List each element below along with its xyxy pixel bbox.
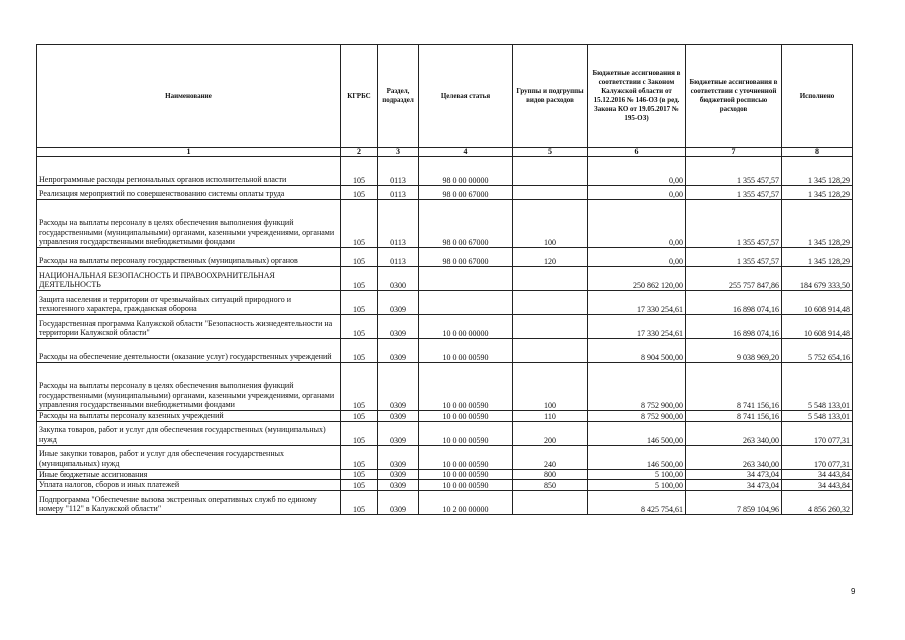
table-row [37,445,853,469]
cell-section: 0309 [378,363,419,411]
cell-executed: 1 345 128,29 [782,248,853,267]
cell-target: 10 0 00 00590 [419,469,513,480]
cell-budget-orig: 8 752 900,00 [588,411,686,422]
col-number: 6 [588,148,686,157]
cell-name: Уплата налогов, сборов и иных платежей [37,480,341,491]
cell-executed: 4 856 260,32 [782,490,853,514]
cell-section: 0309 [378,445,419,469]
cell-name: Расходы на выплаты персоналу казенных учреждений [37,411,341,422]
header-executed: Исполнено [782,45,853,148]
cell-section: 0309 [378,315,419,339]
cell-kgrbs: 105 [341,315,378,339]
cell-name: Защита населения и территории от чрезвычайных ситуаций природного и техногенного характера, гражданская оборона [37,291,341,315]
cell-name: Расходы на выплаты персоналу государственных (муниципальных) органов [37,248,341,267]
cell-executed: 170 077,31 [782,445,853,469]
cell-group: 850 [513,480,588,491]
cell-budget-upd: 16 898 074,16 [686,315,782,339]
cell-budget-upd: 7 859 104,96 [686,490,782,514]
cell-group [513,157,588,186]
cell-target: 98 0 00 67000 [419,186,513,200]
cell-budget-orig: 250 862 120,00 [588,267,686,291]
cell-executed: 34 443,84 [782,480,853,491]
cell-kgrbs: 105 [341,363,378,411]
cell-name: Иные закупки товаров, работ и услуг для обеспечения государственных (муниципальных) нужд [37,445,341,469]
table-row [37,186,853,200]
cell-executed: 1 345 128,29 [782,200,853,248]
cell-budget-upd: 1 355 457,57 [686,186,782,200]
col-number: 8 [782,148,853,157]
cell-budget-upd: 1 355 457,57 [686,157,782,186]
cell-group [513,291,588,315]
cell-target: 10 0 00 00000 [419,315,513,339]
table-row [37,490,853,514]
cell-budget-upd: 8 741 156,16 [686,411,782,422]
table-row [37,363,853,411]
cell-target: 10 0 00 00590 [419,411,513,422]
cell-budget-orig: 146 500,00 [588,445,686,469]
cell-group [513,186,588,200]
cell-name: Закупка товаров, работ и услуг для обеспечения государственных (муниципальных) нужд [37,421,341,445]
cell-name: Непрограммные расходы региональных органов исполнительной власти [37,157,341,186]
cell-budget-orig: 0,00 [588,248,686,267]
header-section: Раздел, подраздел [378,45,419,148]
cell-executed: 5 548 133,01 [782,363,853,411]
budget-table [36,44,853,515]
cell-section: 0309 [378,291,419,315]
cell-budget-orig: 17 330 254,61 [588,291,686,315]
cell-budget-upd: 34 473,04 [686,469,782,480]
cell-target: 10 0 00 00590 [419,339,513,363]
cell-budget-upd: 16 898 074,16 [686,291,782,315]
table-row [37,315,853,339]
cell-kgrbs: 105 [341,490,378,514]
cell-budget-orig: 0,00 [588,200,686,248]
cell-section: 0309 [378,469,419,480]
cell-group: 200 [513,421,588,445]
cell-kgrbs: 105 [341,411,378,422]
cell-kgrbs: 105 [341,157,378,186]
cell-group: 100 [513,363,588,411]
cell-budget-upd: 1 355 457,57 [686,248,782,267]
cell-kgrbs: 105 [341,186,378,200]
col-number: 2 [341,148,378,157]
cell-name: Расходы на выплаты персоналу в целях обеспечения выполнения функций государственными (муниципальными) органами, казенными учреждениями, органами управления государственными внебюджетными фондами [37,200,341,248]
cell-executed: 1 345 128,29 [782,157,853,186]
cell-budget-orig: 17 330 254,61 [588,315,686,339]
cell-target [419,291,513,315]
col-number: 1 [37,148,341,157]
cell-budget-upd: 1 355 457,57 [686,200,782,248]
cell-name: Государственная программа Калужской области "Безопасность жизнедеятельности на территории Калужской области" [37,315,341,339]
column-numbers-row [37,148,853,157]
cell-budget-upd: 263 340,00 [686,445,782,469]
cell-executed: 10 608 914,48 [782,315,853,339]
cell-executed: 10 608 914,48 [782,291,853,315]
cell-kgrbs: 105 [341,445,378,469]
cell-kgrbs: 105 [341,267,378,291]
page-number: 9 [851,587,856,596]
cell-group [513,267,588,291]
cell-kgrbs: 105 [341,248,378,267]
cell-name: Расходы на обеспечение деятельности (оказание услуг) государственных учреждений [37,339,341,363]
header-name: Наименование [37,45,341,148]
cell-name: Расходы на выплаты персоналу в целях обеспечения выполнения функций государственными (муниципальными) органами, казенными учреждениями, органами управления государственными внебюджетными фондами [37,363,341,411]
cell-budget-upd: 255 757 847,86 [686,267,782,291]
table-row [37,200,853,248]
table-header-row [37,45,853,148]
col-number: 7 [686,148,782,157]
table-row [37,480,853,491]
header-budget-upd: Бюджетные ассигнования в соответствии с уточненной бюджетной росписью расходов [686,45,782,148]
cell-group [513,315,588,339]
cell-target: 10 0 00 00590 [419,363,513,411]
cell-executed: 5 752 654,16 [782,339,853,363]
table-row [37,421,853,445]
cell-kgrbs: 105 [341,339,378,363]
cell-section: 0113 [378,157,419,186]
cell-executed: 5 548 133,01 [782,411,853,422]
cell-target: 10 0 00 00590 [419,480,513,491]
cell-target: 10 2 00 00000 [419,490,513,514]
col-number: 3 [378,148,419,157]
cell-kgrbs: 105 [341,480,378,491]
cell-budget-upd: 34 473,04 [686,480,782,491]
cell-group [513,490,588,514]
cell-name: Иные бюджетные ассигнования [37,469,341,480]
cell-kgrbs: 105 [341,421,378,445]
cell-target: 10 0 00 00590 [419,445,513,469]
cell-budget-orig: 8 425 754,61 [588,490,686,514]
cell-name: НАЦИОНАЛЬНАЯ БЕЗОПАСНОСТЬ И ПРАВООХРАНИТЕЛЬНАЯ ДЕЯТЕЛЬНОСТЬ [37,267,341,291]
cell-section: 0309 [378,490,419,514]
table-row [37,291,853,315]
col-number: 5 [513,148,588,157]
header-target: Целевая статья [419,45,513,148]
cell-group: 100 [513,200,588,248]
table-row [37,411,853,422]
cell-target: 98 0 00 00000 [419,157,513,186]
table-row [37,339,853,363]
cell-budget-upd: 263 340,00 [686,421,782,445]
cell-section: 0309 [378,411,419,422]
cell-budget-orig: 5 100,00 [588,480,686,491]
cell-executed: 1 345 128,29 [782,186,853,200]
cell-budget-orig: 146 500,00 [588,421,686,445]
header-group: Группы и подгруппы видов расходов [513,45,588,148]
cell-budget-upd: 8 741 156,16 [686,363,782,411]
cell-budget-orig: 8 904 500,00 [588,339,686,363]
cell-section: 0309 [378,421,419,445]
cell-target [419,267,513,291]
cell-executed: 184 679 333,50 [782,267,853,291]
table-row [37,157,853,186]
cell-name: Подпрограмма "Обеспечение вызова экстренных оперативных служб по единому номеру "112" в Калужской области" [37,490,341,514]
cell-budget-orig: 8 752 900,00 [588,363,686,411]
cell-executed: 34 443,84 [782,469,853,480]
cell-section: 0300 [378,267,419,291]
table-row [37,248,853,267]
cell-group: 800 [513,469,588,480]
cell-budget-orig: 0,00 [588,186,686,200]
cell-group: 240 [513,445,588,469]
table-row [37,267,853,291]
header-budget-orig: Бюджетные ассигнования в соответствии с Законом Калужской области от 15.12.2016 № 146-ОЗ (в ред. Закона КО от 19.05.2017 № 195-ОЗ) [588,45,686,148]
cell-name: Реализация мероприятий по совершенствованию системы оплаты труда [37,186,341,200]
cell-target: 10 0 00 00590 [419,421,513,445]
cell-section: 0113 [378,248,419,267]
cell-budget-upd: 9 038 969,20 [686,339,782,363]
cell-budget-orig: 0,00 [588,157,686,186]
cell-budget-orig: 5 100,00 [588,469,686,480]
col-number: 4 [419,148,513,157]
cell-kgrbs: 105 [341,469,378,480]
cell-section: 0309 [378,339,419,363]
cell-executed: 170 077,31 [782,421,853,445]
cell-section: 0113 [378,200,419,248]
cell-group: 110 [513,411,588,422]
header-kgrbs: КГРБС [341,45,378,148]
table-row [37,469,853,480]
cell-section: 0309 [378,480,419,491]
cell-group: 120 [513,248,588,267]
cell-group [513,339,588,363]
cell-kgrbs: 105 [341,200,378,248]
cell-target: 98 0 00 67000 [419,200,513,248]
cell-kgrbs: 105 [341,291,378,315]
cell-target: 98 0 00 67000 [419,248,513,267]
cell-section: 0113 [378,186,419,200]
